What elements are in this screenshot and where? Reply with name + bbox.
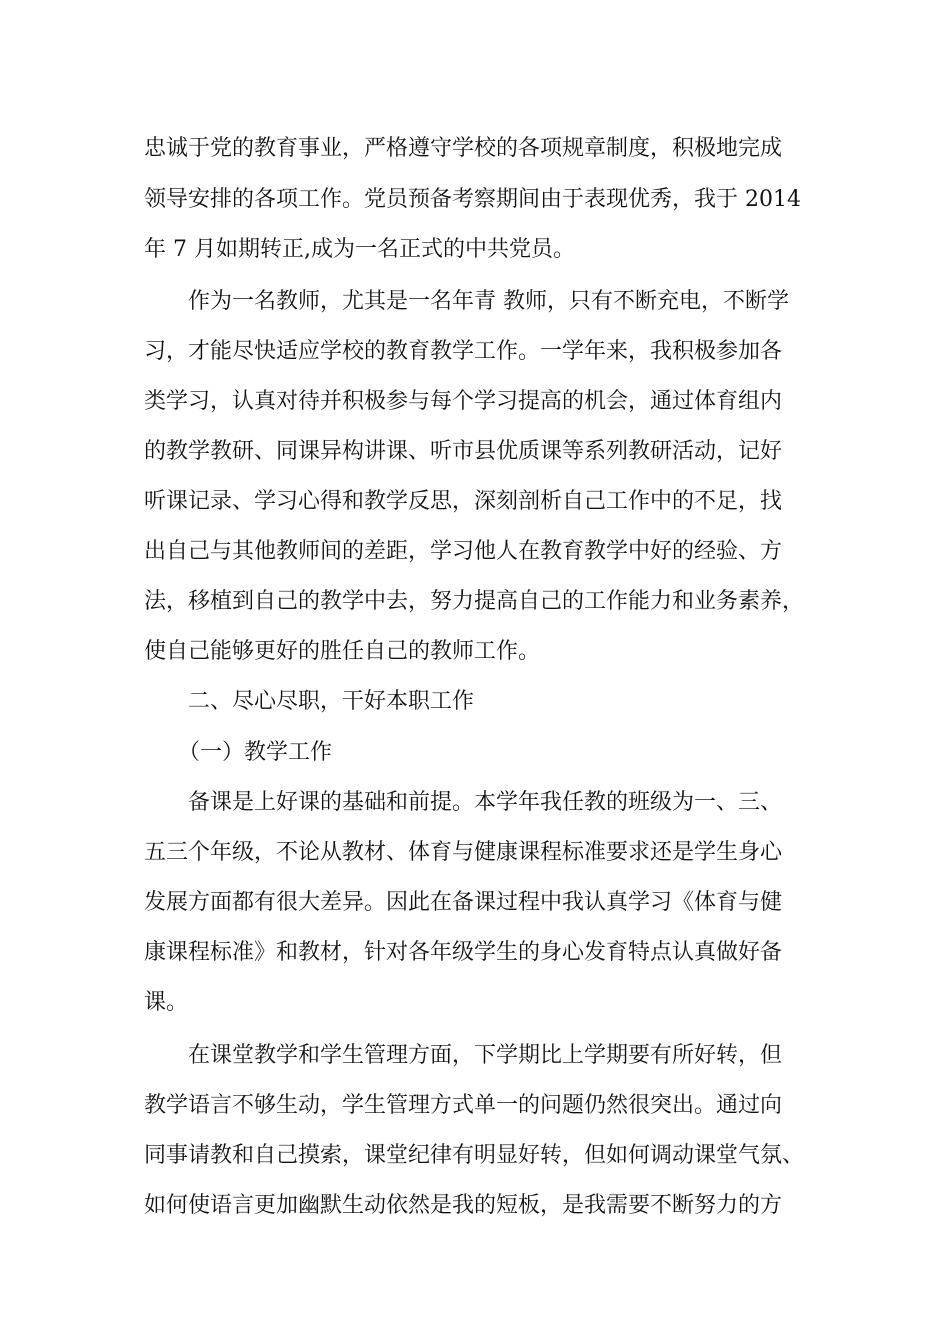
text-line: 听课记录、学习心得和教学反思，深刻剖析自己工作中的不足，找	[144, 489, 783, 514]
text-line: 同事请教和自己摸索，课堂纪律有明显好转，但如何调动课堂气氛、	[144, 1143, 805, 1168]
text-line: 在课堂教学和学生管理方面，下学期比上学期要有所好转，但	[188, 1043, 783, 1068]
text-line: 忠诚于党的教育事业，严格遵守学校的各项规章制度，积极地完成	[144, 136, 783, 161]
text-line: 使自己能够更好的胜任自己的教师工作。	[144, 639, 541, 664]
section-heading: 二、尽心尽职，干好本职工作	[188, 689, 475, 714]
text-line: 习，才能尽快适应学校的教育教学工作。一学年来，我积极参加各	[144, 339, 783, 364]
text-line: 的教学教研、同课异构讲课、听市县优质课等系列教研活动，记好	[144, 439, 783, 464]
text-line: 备课是上好课的基础和前提。本学年我任教的班级为一、三、	[188, 790, 783, 815]
text-line: 作为一名教师，尤其是一名年青 教师，只有不断充电，不断学	[188, 289, 789, 314]
text-line: 五三个年级，不论从教材、体育与健康课程标准要求还是学生身心	[144, 840, 783, 865]
text-line: 领导安排的各项工作。党员预备考察期间由于表现优秀，我于 2014	[144, 187, 801, 212]
text-line: 出自己与其他教师间的差距，学习他人在教育教学中好的经验、方	[144, 539, 783, 564]
text-line: 类学习，认真对待并积极参与每个学习提高的机会，通过体育组内	[144, 389, 783, 414]
text-line: 发展方面都有很大差异。因此在备课过程中我认真学习《体育与健	[144, 890, 783, 915]
text-line: 课。	[144, 990, 189, 1015]
text-line: 教学语言不够生动，学生管理方式单一的问题仍然很突出。通过向	[144, 1093, 783, 1118]
subsection-heading: （一）教学工作	[178, 740, 333, 765]
text-line: 法，移植到自己的教学中去，努力提高自己的工作能力和业务素养，	[144, 589, 805, 614]
text-line: 如何使语言更加幽默生动依然是我的短板，是我需要不断努力的方	[144, 1193, 783, 1218]
text-line: 年 7 月如期转正,成为一名正式的中共党员。	[144, 237, 575, 262]
text-line: 康课程标准》和教材，针对各年级学生的身心发育特点认真做好备	[144, 940, 783, 965]
